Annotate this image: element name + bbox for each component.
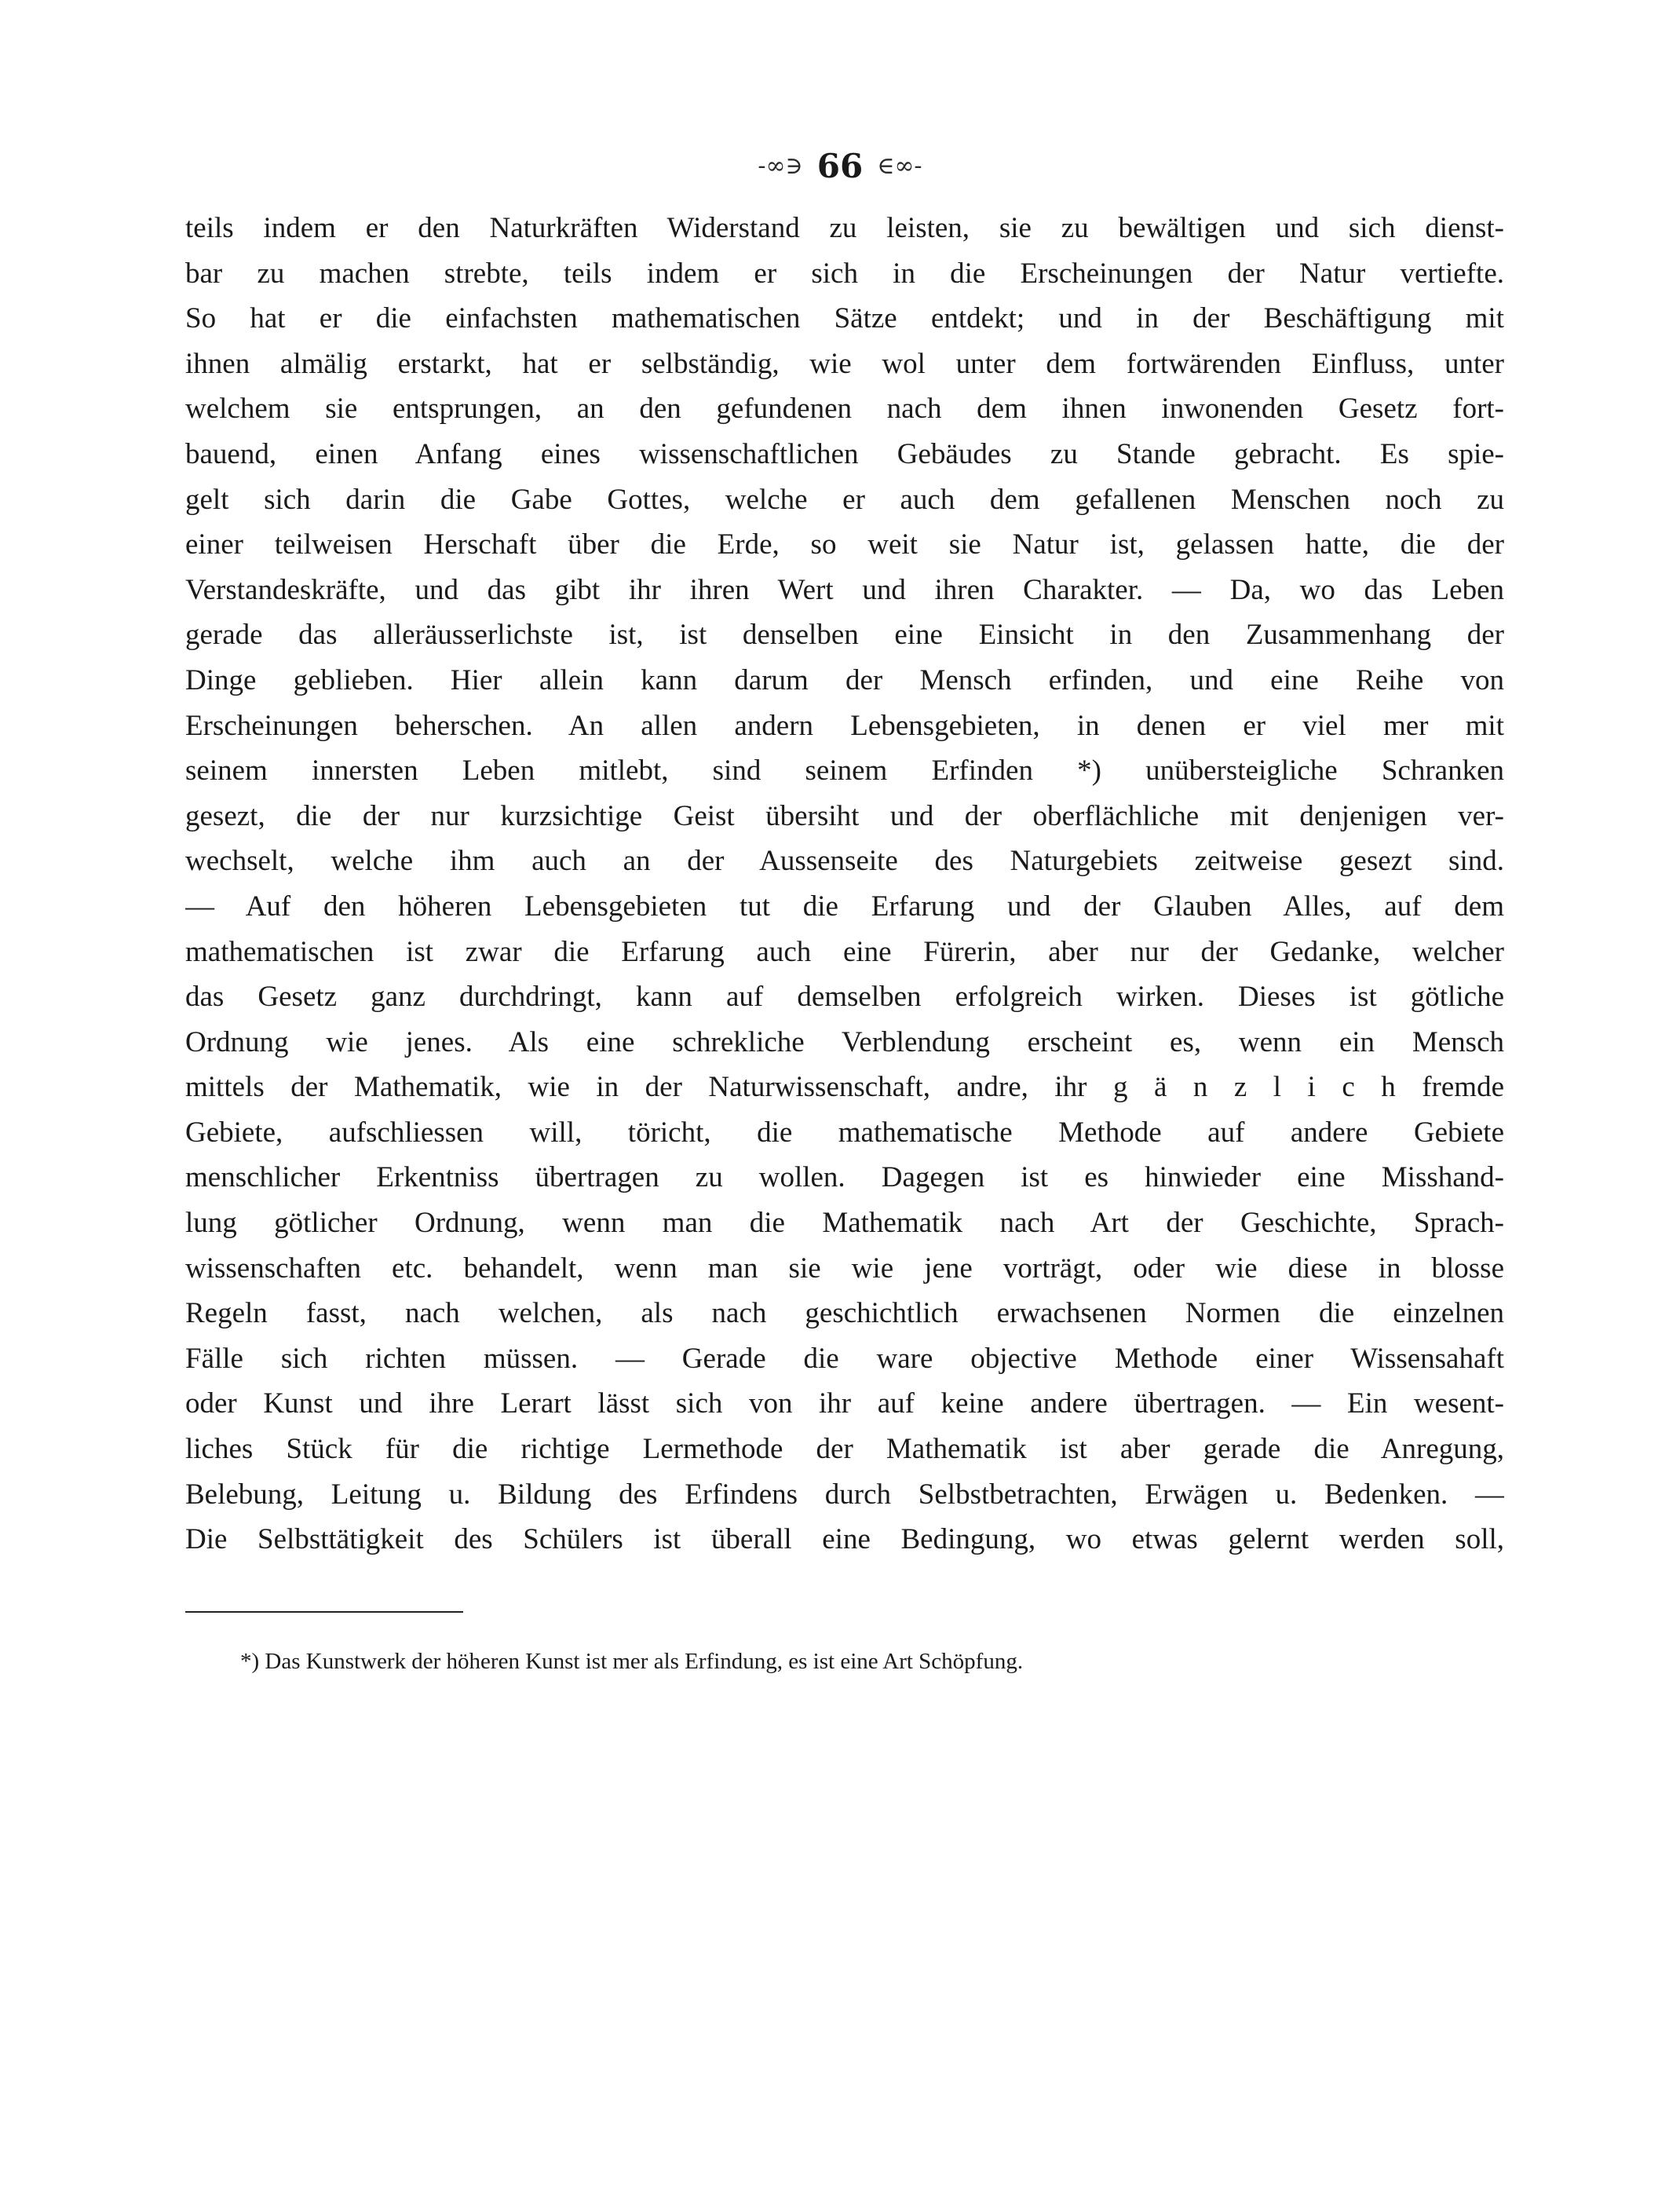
text-line: bar zu machen strebte, teils indem er sich in die Erscheinungen der Natur vertiefte. (185, 257, 1504, 290)
ornament-left-icon: -∞∋ (758, 152, 803, 180)
text-line: wissenschaften etc. behandelt, wenn man sie wie jene vorträgt, oder wie diese in blosse (185, 1252, 1504, 1285)
footnote: *) Das Kunstwerk der höheren Kunst ist mer als Erfindung, es ist eine Art Schöpfung. (240, 1649, 1024, 1674)
text-line: So hat er die einfachsten mathematischen Sätze entdekt; und in der Beschäftigung mit (185, 302, 1504, 335)
text-line: seinem innersten Leben mitlebt, sind seinem Erfinden *) unübersteigliche Schranken (185, 755, 1504, 788)
text-line: lung götlicher Ordnung, wenn man die Mathematik nach Art der Geschichte, Sprach- (185, 1207, 1504, 1240)
text-line: oder Kunst und ihre Lerart lässt sich von ihr auf keine andere übertragen. — Ein wesent- (185, 1387, 1504, 1420)
text-line: mathematischen ist zwar die Erfarung auch eine Fürerin, aber nur der Gedanke, welcher (185, 935, 1504, 968)
main-text (185, 206, 1504, 1562)
text-line: gesezt, die der nur kurzsichtige Geist übersiht und der oberflächliche mit denjenigen ver- (185, 799, 1504, 832)
text-line: einer teilweisen Herschaft über die Erde, so weit sie Natur ist, gelassen hatte, die der (185, 528, 1504, 561)
page-header (0, 143, 1680, 190)
page-number: 66 (816, 147, 864, 185)
text-line: — Auf den höheren Lebensgebieten tut die Erfarung und der Glauben Alles, auf dem (185, 890, 1504, 923)
text-line: Ordnung wie jenes. Als eine schrekliche Verblendung erscheint es, wenn ein Mensch (185, 1025, 1504, 1058)
text-line: wechselt, welche ihm auch an der Aussenseite des Naturgebiets zeitweise gesezt sind. (185, 845, 1504, 878)
ornament-right-icon: ∈∞- (877, 152, 922, 180)
text-line: das Gesetz ganz durchdringt, kann auf demselben erfolgreich wirken. Dieses ist götliche (185, 981, 1504, 1014)
text-line: Erscheinungen beherschen. An allen andern Lebensgebieten, in denen er viel mer mit (185, 709, 1504, 742)
text-line: gerade das alleräusserlichste ist, ist denselben eine Einsicht in den Zusammenhang der (185, 619, 1504, 652)
text-line: Dinge geblieben. Hier allein kann darum der Mensch erfinden, und eine Reihe von (185, 663, 1504, 696)
text-line: bauend, einen Anfang eines wissenschaftlichen Gebäudes zu Stande gebracht. Es spie- (185, 437, 1504, 470)
text-line: mittels der Mathematik, wie in der Naturwissenschaft, andre, ihr g ä n z l i c h fremde (185, 1071, 1504, 1104)
text-line: Gebiete, aufschliessen will, töricht, die mathematische Methode auf andere Gebiete (185, 1116, 1504, 1149)
text-line: Regeln fasst, nach welchen, als nach geschichtlich erwachsenen Normen die einzelnen (185, 1297, 1504, 1330)
text-line: Fälle sich richten müssen. — Gerade die ware objective Methode einer Wissensahaft (185, 1342, 1504, 1375)
text-line: Belebung, Leitung u. Bildung des Erfindens durch Selbstbetrachten, Erwägen u. Bedenken. — (185, 1478, 1504, 1511)
text-line: welchem sie entsprungen, an den gefundenen nach dem ihnen inwonenden Gesetz fort- (185, 393, 1504, 426)
text-line: teils indem er den Naturkräften Widerstand zu leisten, sie zu bewältigen und sich dienst- (185, 212, 1504, 244)
text-line: liches Stück für die richtige Lermethode der Mathematik ist aber gerade die Anregung, (185, 1433, 1504, 1466)
text-line: Verstandeskräfte, und das gibt ihr ihren Wert und ihren Charakter. — Da, wo das Leben (185, 573, 1504, 606)
text-line: gelt sich darin die Gabe Gottes, welche er auch dem gefallenen Menschen noch zu (185, 483, 1504, 516)
text-line: ihnen almälig erstarkt, hat er selbständig, wie wol unter dem fortwärenden Einfluss, unter (185, 347, 1504, 380)
text-line: menschlicher Erkentniss übertragen zu wollen. Dagegen ist es hinwieder eine Misshand- (185, 1161, 1504, 1194)
footnote-divider (185, 1611, 463, 1613)
text-line: Die Selbsttätigkeit des Schülers ist überall eine Bedingung, wo etwas gelernt werden soll, (185, 1523, 1504, 1556)
